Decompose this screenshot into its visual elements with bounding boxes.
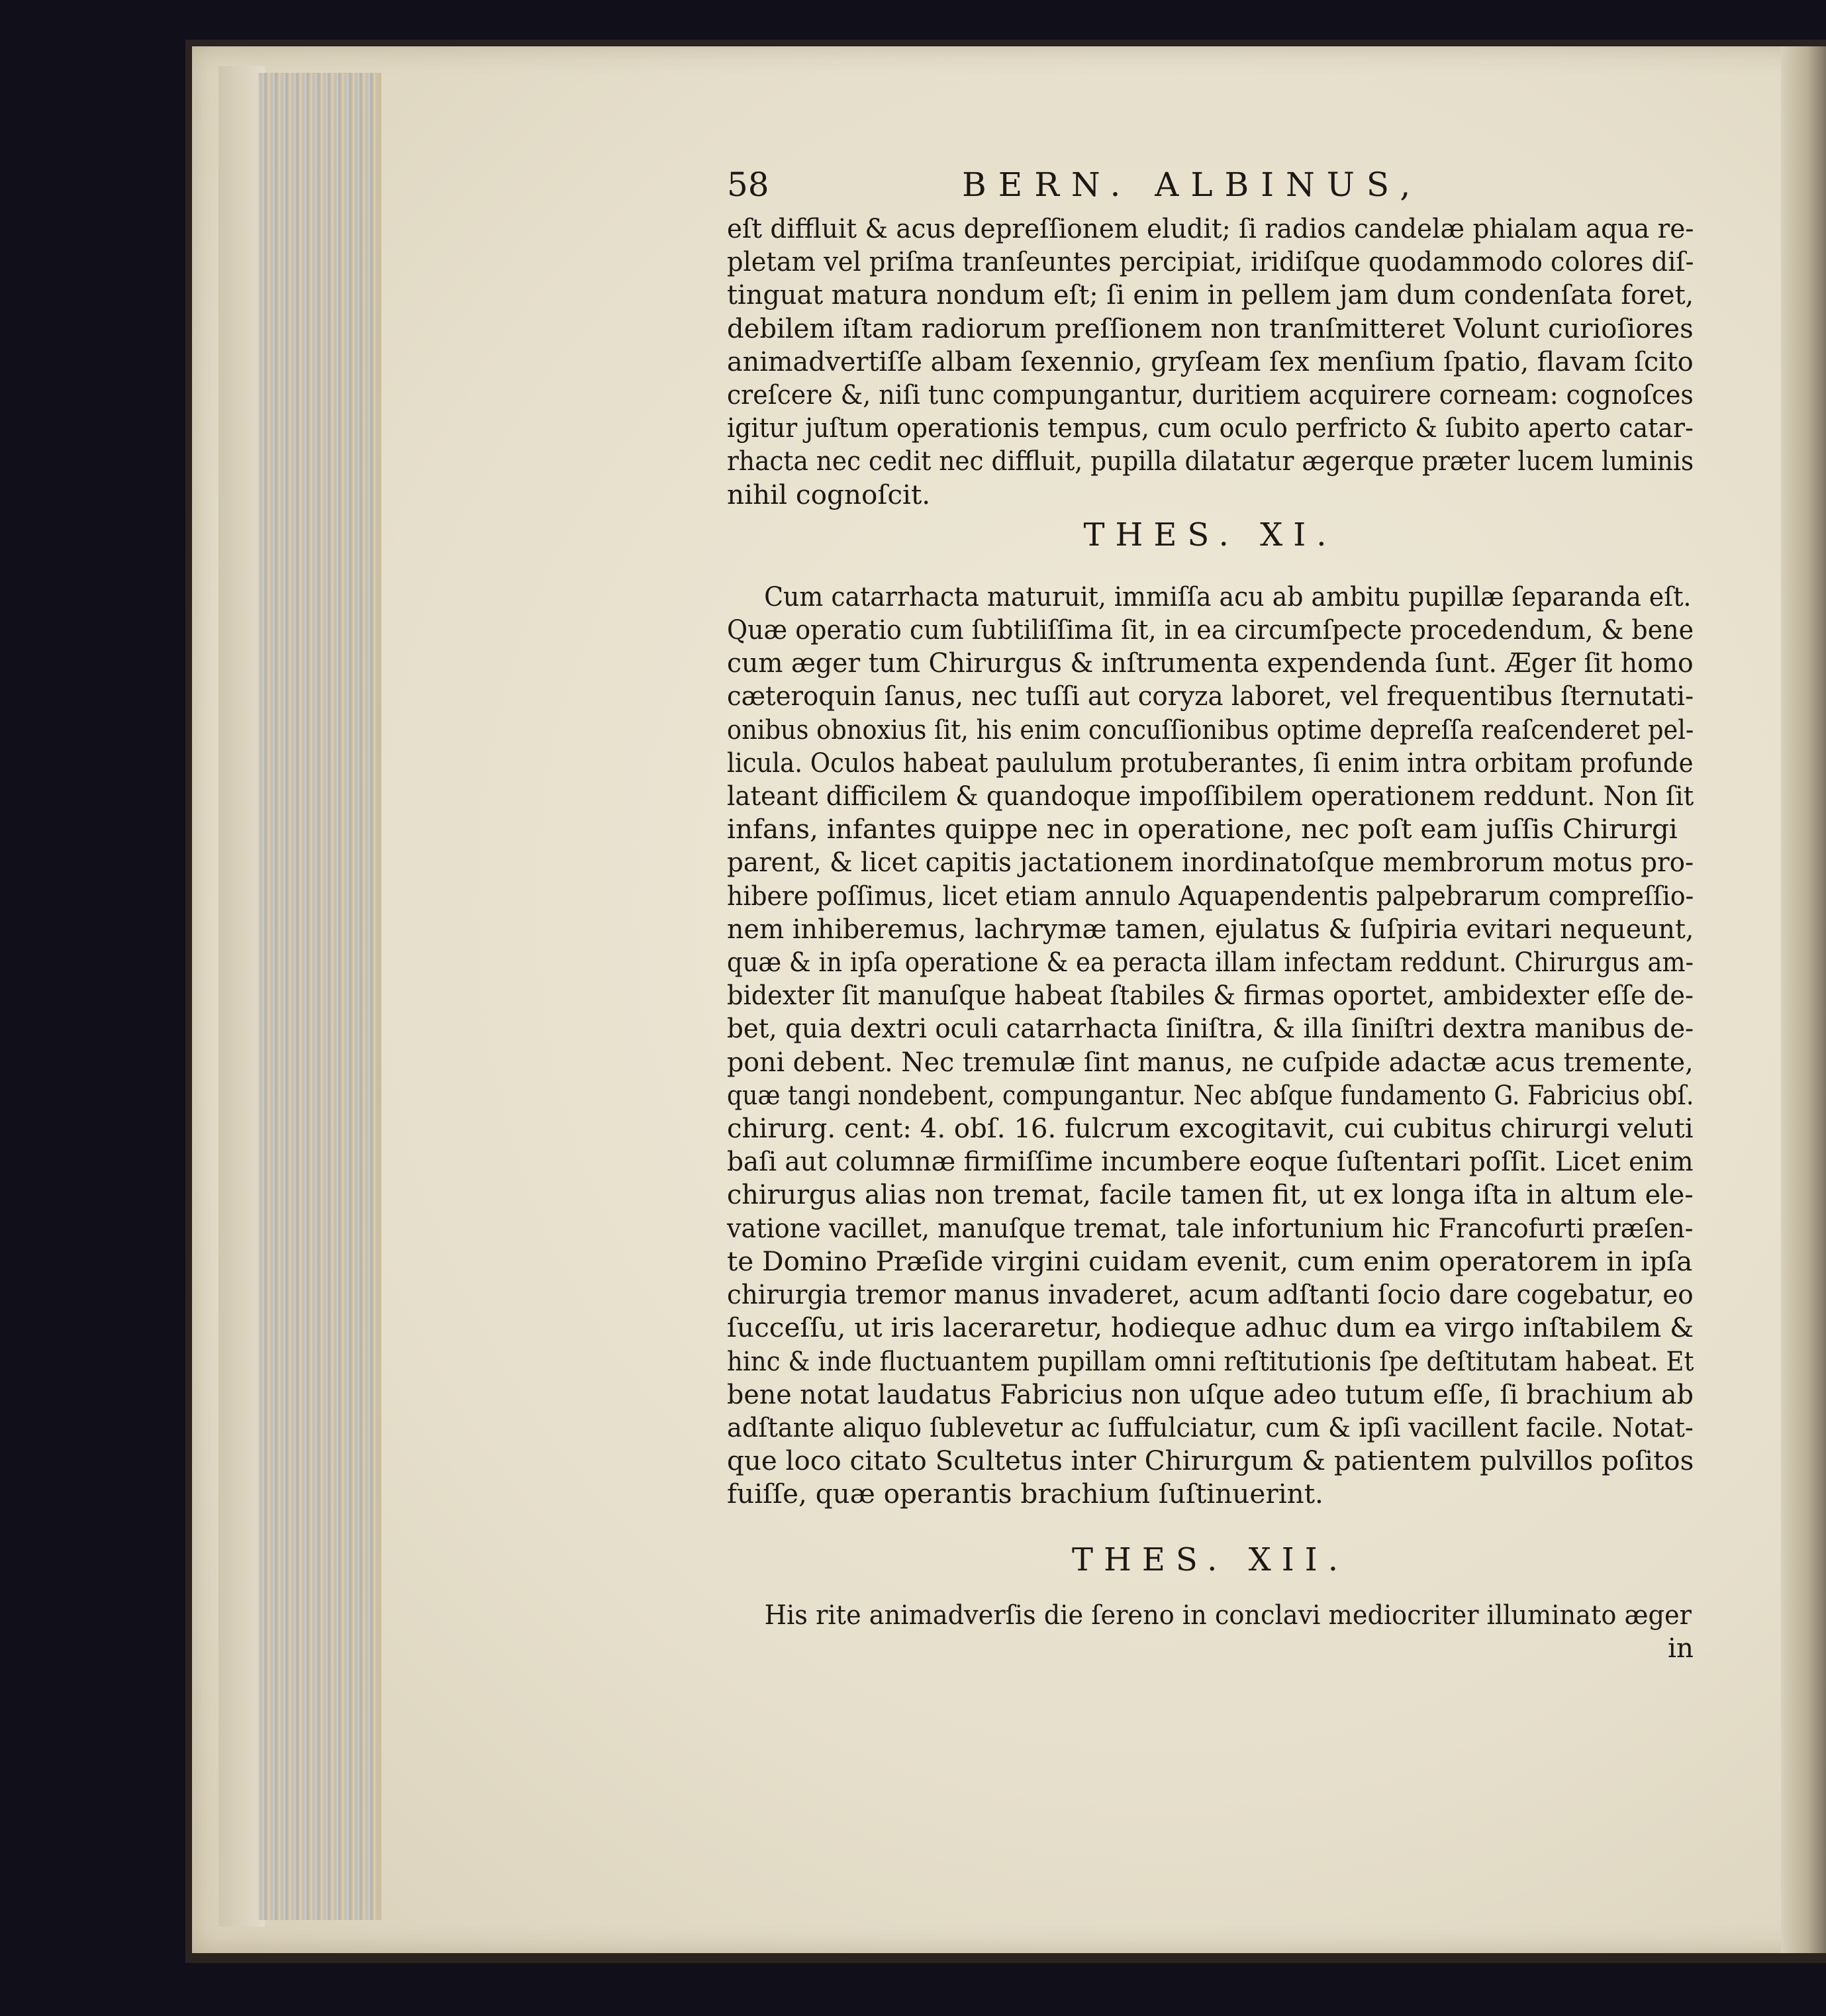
text-line: bidexter ſit manuſque habeat ſtabiles & firmas oportet, ambidexter eſſe de-	[727, 979, 1694, 1012]
text-line: igitur juſtum operationis tempus, cum oculo perfricto & ſubito aperto catar-	[727, 412, 1694, 444]
paragraph-2	[727, 580, 1694, 1511]
text-line: infans, infantes quippe nec in operatione, nec poſt eam juſſis Chirurgi	[727, 813, 1678, 845]
text-line: chirurgia tremor manus invaderet, acum adſtanti ſocio dare cogebatur, eo	[727, 1278, 1694, 1311]
text-line: pletam vel priſma tranſeuntes percipiat, iridiſque quodammodo colores diſ-	[727, 246, 1694, 278]
text-line: te Domino Præſide virgini cuidam evenit, cum enim operatorem in ipſa	[727, 1245, 1693, 1277]
text-line: tinguat matura nondum eſt; ſi enim in pellem jam dum condenſata foret,	[727, 279, 1694, 311]
paragraph-1	[727, 212, 1694, 511]
text-line: baſi aut columnæ firmiſſime incumbere eoque ſuſtentari poſſit. Licet enim	[727, 1145, 1694, 1178]
text-line: hinc & inde fluctuantem pupillam omni reſtitutionis ſpe deſtitutam habeat. Et	[727, 1345, 1694, 1377]
page-number: 58	[727, 166, 769, 204]
text-line: creſcere &, niſi tunc compungantur, duritiem acquirere corneam: cognoſces	[727, 379, 1694, 411]
text-line: His rite animadverſis die ſereno in conclavi mediocriter illuminato æger	[764, 1598, 1692, 1631]
text-line: chirurgus alias non tremat, facile tamen fit, ut ex longa iſta in altum ele-	[727, 1178, 1694, 1211]
text-block	[727, 166, 1694, 1664]
text-line: debilem iſtam radiorum preſſionem non tranſmitteret Volunt curioſiores	[727, 312, 1694, 344]
page-edges	[258, 73, 381, 1920]
text-line: nem inhiberemus, lachrymæ tamen, ejulatus & ſuſpiria evitari nequeunt,	[727, 912, 1694, 945]
text-line: ſucceſſu, ut iris laceraretur, hodieque adhuc dum ea virgo inſtabilem &	[727, 1312, 1694, 1344]
running-head: BERN. ALBINUS,	[962, 166, 1423, 204]
text-line: nihil cognoſcit.	[727, 478, 931, 510]
text-line: adſtante aliquo ſublevetur ac ſuffulciatur, cum & ipſi vacillent facile. Notat-	[727, 1411, 1694, 1443]
page-header	[727, 166, 1694, 212]
text-line: que loco citato Scultetus inter Chirurgum & patientem pulvillos poſitos	[727, 1445, 1694, 1477]
text-line: cæteroquin ſanus, nec tuſſi aut coryza laboret, vel frequentibus ſternutati-	[727, 680, 1694, 712]
text-line: quæ tangi nondebent, compungantur. Nec abſque fundamento G. Fabricius obſ.	[727, 1079, 1694, 1111]
text-line: bet, quia dextri oculi catarrhacta ſiniſtra, & illa ſiniſtri dextra manibus de-	[727, 1012, 1694, 1045]
catchword: in	[1667, 1631, 1694, 1664]
text-line: hibere poſſimus, licet etiam annulo Aquapendentis palpebrarum compreſſio-	[727, 879, 1694, 912]
text-line: eſt diffluit & acus depreſſionem eludit; ſi radios candelæ phialam aqua re-	[727, 213, 1694, 244]
text-line: vatione vacillet, manuſque tremat, tale infortunium hic Francofurti præſen-	[727, 1212, 1694, 1244]
paragraph-3	[727, 1598, 1694, 1664]
text-line: lateant difficilem & quandoque impoſſibilem operationem reddunt. Non ſit	[727, 780, 1694, 812]
text-line: Cum catarrhacta maturuit, immiſſa acu ab ambitu pupillæ ſeparanda eſt.	[764, 580, 1692, 612]
facing-page-edge	[1781, 46, 1826, 1953]
text-line: parent, & licet capitis jactationem inordinatoſque membrorum motus pro-	[727, 846, 1694, 879]
section-heading-xi: THES. XI.	[1083, 516, 1337, 553]
text-line: rhacta nec cedit nec diffluit, pupilla dilatatur ægerque præter lucem luminis	[727, 445, 1694, 477]
text-line: Quæ operatio cum ſubtiliſſima ſit, in ea circumſpecte procedendum, & bene	[727, 614, 1694, 646]
text-line: bene notat laudatus Fabricius non uſque adeo tutum eſſe, ſi brachium ab	[727, 1378, 1694, 1410]
text-line: onibus obnoxius ſit, his enim concuſſionibus optime depreſſa reaſcenderet pel-	[727, 713, 1694, 745]
text-line: animadvertiſſe albam ſexennio, gryſeam ſex menſium ſpatio, flavam ſcito	[727, 345, 1694, 377]
text-line: licula. Oculos habeat paululum protuberantes, ſi enim intra orbitam profunde	[727, 746, 1694, 779]
text-line: quæ & in ipſa operatione & ea peracta illam infectam reddunt. Chirurgus am-	[727, 946, 1694, 979]
text-line: chirurg. cent: 4. obſ. 16. fulcrum excogitavit, cui cubitus chirurgi veluti	[727, 1112, 1694, 1145]
text-line: cum æger tum Chirurgus & inſtrumenta expendenda ſunt. Æger ſit homo	[727, 647, 1694, 679]
text-line: poni debent. Nec tremulæ ſint manus, ne cuſpide adactæ acus tremente,	[727, 1045, 1694, 1078]
section-heading-xii: THES. XII.	[1072, 1541, 1349, 1578]
text-line: fuiſſe, quæ operantis brachium ſuſtinuerint.	[727, 1478, 1323, 1510]
